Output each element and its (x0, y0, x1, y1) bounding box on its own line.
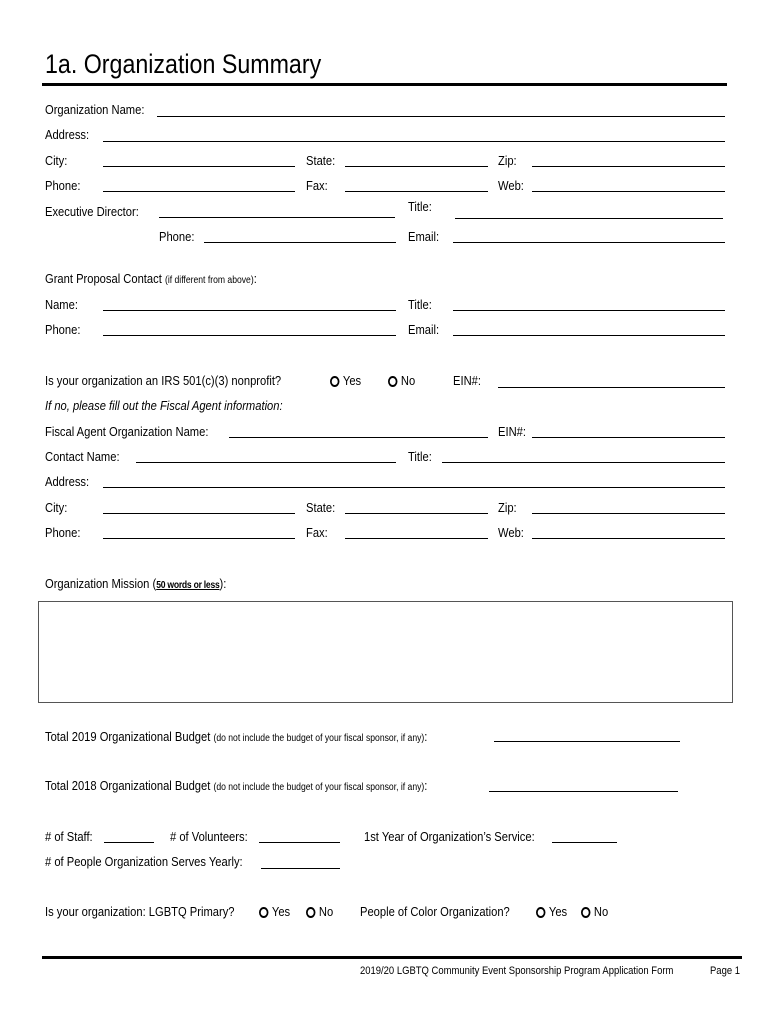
city-label: City: (45, 153, 68, 168)
city-field[interactable] (103, 166, 295, 167)
poc-no-option[interactable] (581, 904, 608, 920)
radio-icon[interactable] (259, 907, 268, 918)
executive-director-label: Executive Director: (45, 204, 139, 219)
lgbtq-yes-label: Yes (271, 904, 291, 919)
state-label: State: (306, 153, 336, 168)
radio-icon[interactable] (581, 907, 590, 918)
fax-field[interactable] (345, 191, 488, 192)
ed-email-field[interactable] (453, 242, 725, 243)
radio-icon[interactable] (536, 907, 545, 918)
fiscal-web-label: Web: (498, 525, 524, 540)
people-served-label: # of People Organization Serves Yearly: (45, 854, 243, 869)
nonprofit-yes-option[interactable] (330, 373, 361, 389)
fiscal-zip-field[interactable] (532, 513, 725, 514)
footer-rule (42, 956, 742, 959)
fiscal-web-field[interactable] (532, 538, 725, 539)
lgbtq-no-option[interactable] (306, 904, 333, 920)
radio-icon[interactable] (306, 907, 315, 918)
grant-title-label: Title: (408, 297, 432, 312)
fiscal-contact-field[interactable] (136, 462, 396, 463)
grant-phone-label: Phone: (45, 322, 81, 337)
ed-title-label: Title: (408, 199, 432, 214)
fiscal-zip-label: Zip: (498, 500, 517, 515)
budget-2018-note: (do not include the budget of your fiscal sponsor, if any) (213, 782, 425, 793)
title-rule (42, 83, 727, 86)
footer-form-name: 2019/20 LGBTQ Community Event Sponsorship Program Application Form (360, 965, 674, 977)
nonprofit-no-option[interactable] (388, 373, 415, 389)
grant-phone-field[interactable] (103, 335, 396, 336)
budget-2019-colon: : (424, 729, 428, 744)
grant-heading-text: Grant Proposal Contact (45, 271, 162, 286)
people-served-field[interactable] (261, 868, 340, 869)
fax-label: Fax: (306, 178, 328, 193)
grant-email-field[interactable] (453, 335, 725, 336)
ed-phone-field[interactable] (204, 242, 396, 243)
lgbtq-question: Is your organization: LGBTQ Primary? (45, 904, 235, 919)
fiscal-fax-label: Fax: (306, 525, 328, 540)
grant-heading-note: (if different from above) (164, 275, 254, 286)
mission-word-limit: 50 words or less (156, 580, 220, 591)
mission-textarea[interactable] (38, 601, 733, 703)
ed-email-label: Email: (408, 229, 440, 244)
mission-label-text: Organization Mission ( (45, 576, 157, 591)
nonprofit-question: Is your organization an IRS 501(c)(3) nonprofit? (45, 373, 282, 388)
nonprofit-no-label: No (400, 373, 416, 388)
page-title: 1a. Organization Summary (45, 49, 322, 79)
first-year-field[interactable] (552, 842, 617, 843)
fiscal-phone-label: Phone: (45, 525, 81, 540)
lgbtq-yes-option[interactable] (259, 904, 290, 920)
address-label: Address: (45, 127, 90, 142)
address-field[interactable] (103, 141, 725, 142)
poc-yes-option[interactable] (536, 904, 567, 920)
mission-label (45, 576, 226, 594)
zip-field[interactable] (532, 166, 725, 167)
ein-field[interactable] (498, 387, 725, 388)
grant-email-label: Email: (408, 322, 440, 337)
volunteers-field[interactable] (259, 842, 340, 843)
budget-2019-label (45, 729, 427, 747)
phone-label: Phone: (45, 178, 81, 193)
fiscal-org-name-label: Fiscal Agent Organization Name: (45, 424, 209, 439)
footer-page-number: Page 1 (710, 965, 740, 977)
staff-label: # of Staff: (45, 829, 93, 844)
budget-2018-field[interactable] (489, 791, 678, 792)
grant-title-field[interactable] (453, 310, 725, 311)
fiscal-state-field[interactable] (345, 513, 488, 514)
staff-field[interactable] (104, 842, 154, 843)
org-name-label: Organization Name: (45, 102, 145, 117)
ein-label: EIN#: (453, 373, 481, 388)
grant-name-label: Name: (45, 297, 78, 312)
budget-2018-label (45, 778, 427, 796)
lgbtq-no-label: No (318, 904, 334, 919)
phone-field[interactable] (103, 191, 295, 192)
fiscal-ein-field[interactable] (532, 437, 725, 438)
grant-heading-colon: : (253, 271, 257, 286)
fiscal-address-field[interactable] (103, 487, 725, 488)
fiscal-state-label: State: (306, 500, 336, 515)
fiscal-instruction: If no, please fill out the Fiscal Agent information: (45, 398, 283, 413)
budget-2019-note: (do not include the budget of your fiscal sponsor, if any) (213, 733, 425, 744)
budget-2019-field[interactable] (494, 741, 680, 742)
ed-phone-label: Phone: (159, 229, 195, 244)
fiscal-title-field[interactable] (442, 462, 725, 463)
nonprofit-yes-label: Yes (342, 373, 362, 388)
radio-icon[interactable] (388, 376, 397, 387)
first-year-label: 1st Year of Organization’s Service: (364, 829, 535, 844)
executive-director-field[interactable] (159, 217, 395, 218)
radio-icon[interactable] (330, 376, 339, 387)
fiscal-address-label: Address: (45, 474, 90, 489)
zip-label: Zip: (498, 153, 517, 168)
fiscal-ein-label: EIN#: (498, 424, 526, 439)
fiscal-fax-field[interactable] (345, 538, 488, 539)
fiscal-city-label: City: (45, 500, 68, 515)
web-field[interactable] (532, 191, 725, 192)
state-field[interactable] (345, 166, 488, 167)
fiscal-org-name-field[interactable] (229, 437, 488, 438)
fiscal-city-field[interactable] (103, 513, 295, 514)
fiscal-phone-field[interactable] (103, 538, 295, 539)
fiscal-contact-label: Contact Name: (45, 449, 120, 464)
budget-2018-text: Total 2018 Organizational Budget (45, 778, 211, 793)
ed-title-field[interactable] (455, 218, 723, 219)
fiscal-title-label: Title: (408, 449, 432, 464)
poc-question: People of Color Organization? (360, 904, 510, 919)
budget-2018-colon: : (424, 778, 428, 793)
web-label: Web: (498, 178, 524, 193)
grant-name-field[interactable] (103, 310, 396, 311)
poc-yes-label: Yes (548, 904, 568, 919)
mission-label-end: ): (219, 576, 227, 591)
org-name-field[interactable] (157, 116, 725, 117)
volunteers-label: # of Volunteers: (170, 829, 248, 844)
budget-2019-text: Total 2019 Organizational Budget (45, 729, 211, 744)
grant-contact-heading (45, 271, 257, 289)
poc-no-label: No (593, 904, 609, 919)
